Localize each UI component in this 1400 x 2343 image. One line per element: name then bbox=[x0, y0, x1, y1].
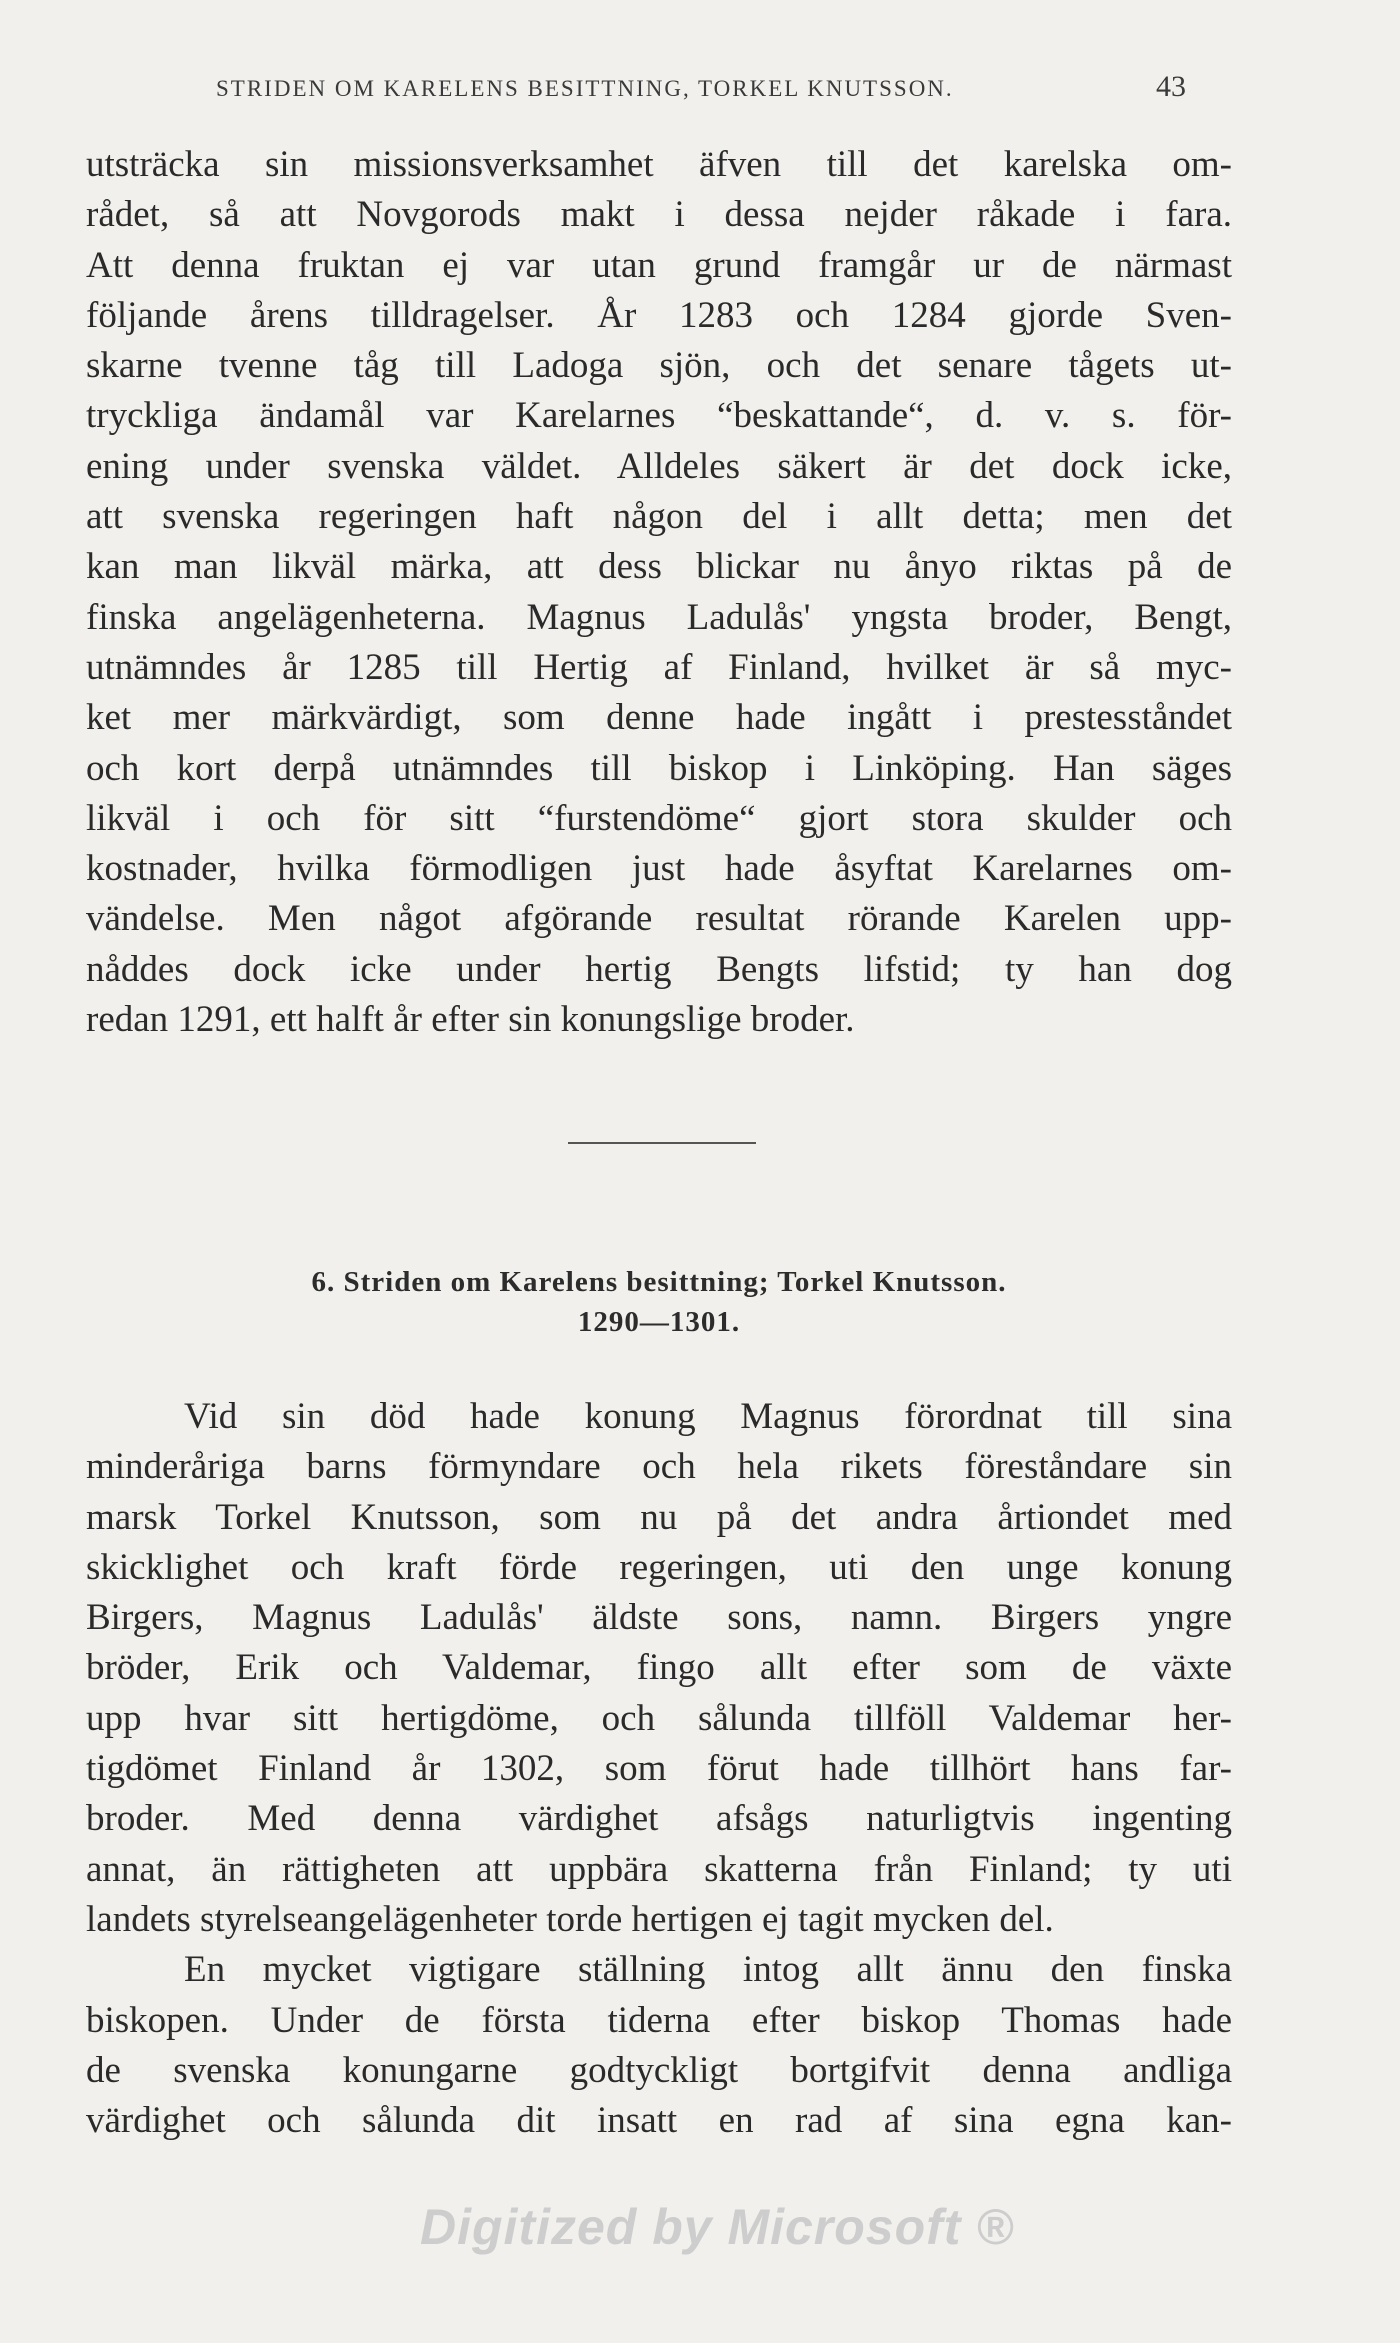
text-line: nåddes dock icke under hertig Bengts lifstid; ty han dog bbox=[86, 948, 1232, 990]
paragraph-2-and-3 bbox=[86, 1392, 1232, 2146]
text-line: de svenska konungarne godtyckligt bortgifvit denna andliga bbox=[86, 2049, 1232, 2091]
text-line: bröder, Erik och Valdemar, fingo allt efter som de växte bbox=[86, 1647, 1232, 1689]
text-line: kan man likväl märka, att dess blickar nu ånyo riktas på de bbox=[86, 546, 1232, 588]
text-line: broder. Med denna värdighet afsågs naturligtvis ingenting bbox=[86, 1798, 1232, 1840]
text-line: likväl i och för sitt “furstendöme“ gjort stora skulder och bbox=[86, 797, 1232, 839]
text-line: Vid sin död hade konung Magnus förordnat till sina bbox=[184, 1396, 1232, 1437]
text-line: redan 1291, ett halft år efter sin konungslige broder. bbox=[86, 999, 855, 1041]
text-line: och kort derpå utnämndes till biskop i Linköping. Han säges bbox=[86, 747, 1232, 789]
text-line: upp hvar sitt hertigdöme, och sålunda tillföll Valdemar her- bbox=[86, 1697, 1232, 1739]
text-line: vändelse. Men något afgörande resultat rörande Karelen upp- bbox=[86, 898, 1232, 940]
digitization-watermark: Digitized by Microsoft ® bbox=[420, 2199, 1015, 2255]
text-line: ening under svenska väldet. Alldeles säkert är det dock icke, bbox=[86, 445, 1232, 487]
text-line: tigdömet Finland år 1302, som förut hade tillhört hans far- bbox=[86, 1748, 1232, 1790]
text-line: skarne tvenne tåg till Ladoga sjön, och det senare tågets ut- bbox=[86, 345, 1232, 387]
section-title: 6. Striden om Karelens besittning; Torkel Knutsson. bbox=[311, 1266, 1007, 1298]
text-line: tryckliga ändamål var Karelarnes “beskattande“, d. v. s. för- bbox=[86, 395, 1232, 437]
section-heading bbox=[86, 1262, 1232, 1342]
running-header bbox=[216, 70, 1186, 104]
text-line: landets styrelseangelägenheter torde hertigen ej tagit mycken del. bbox=[86, 1898, 1054, 1940]
text-line: biskopen. Under de första tiderna efter biskop Thomas hade bbox=[86, 1999, 1232, 2041]
text-line: utnämndes år 1285 till Hertig af Finland, hvilket är så myc- bbox=[86, 646, 1232, 688]
text-line: utsträcka sin missionsverksamhet äfven till det karelska om- bbox=[86, 144, 1232, 185]
page-number: 43 bbox=[1156, 70, 1186, 103]
section-divider bbox=[568, 1142, 756, 1144]
text-line: följande årens tilldragelser. År 1283 och 1284 gjorde Sven- bbox=[86, 294, 1232, 336]
text-line: Birgers, Magnus Ladulås' äldste sons, namn. Birgers yngre bbox=[86, 1597, 1232, 1639]
section-years: 1290—1301. bbox=[577, 1306, 741, 1338]
text-line: minderåriga barns förmyndare och hela rikets föreståndare sin bbox=[86, 1446, 1232, 1488]
running-title: STRIDEN OM KARELENS BESITTNING, TORKEL KNUTSSON. bbox=[216, 76, 954, 101]
text-line: att svenska regeringen haft någon del i allt detta; men det bbox=[86, 496, 1232, 538]
text-line: finska angelägenheterna. Magnus Ladulås' yngsta broder, Bengt, bbox=[86, 596, 1232, 638]
text-line: ket mer märkvärdigt, som denne hade ingått i prestesståndet bbox=[86, 697, 1232, 739]
paragraph-1 bbox=[86, 140, 1232, 1045]
text-line: kostnader, hvilka förmodligen just hade åsyftat Karelarnes om- bbox=[86, 848, 1232, 890]
text-line: rådet, så att Novgorods makt i dessa nejder råkade i fara. bbox=[86, 194, 1232, 236]
text-line: skicklighet och kraft förde regeringen, uti den unge konung bbox=[86, 1546, 1232, 1588]
text-line: Att denna fruktan ej var utan grund framgår ur de närmast bbox=[86, 244, 1232, 286]
text-line: En mycket vigtigare ställning intog allt ännu den finska bbox=[184, 1949, 1232, 1991]
text-line: marsk Torkel Knutsson, som nu på det andra årtiondet med bbox=[86, 1496, 1232, 1538]
text-line: annat, än rättigheten att uppbära skatterna från Finland; ty uti bbox=[86, 1848, 1232, 1890]
text-line: värdighet och sålunda dit insatt en rad af sina egna kan- bbox=[86, 2100, 1232, 2142]
